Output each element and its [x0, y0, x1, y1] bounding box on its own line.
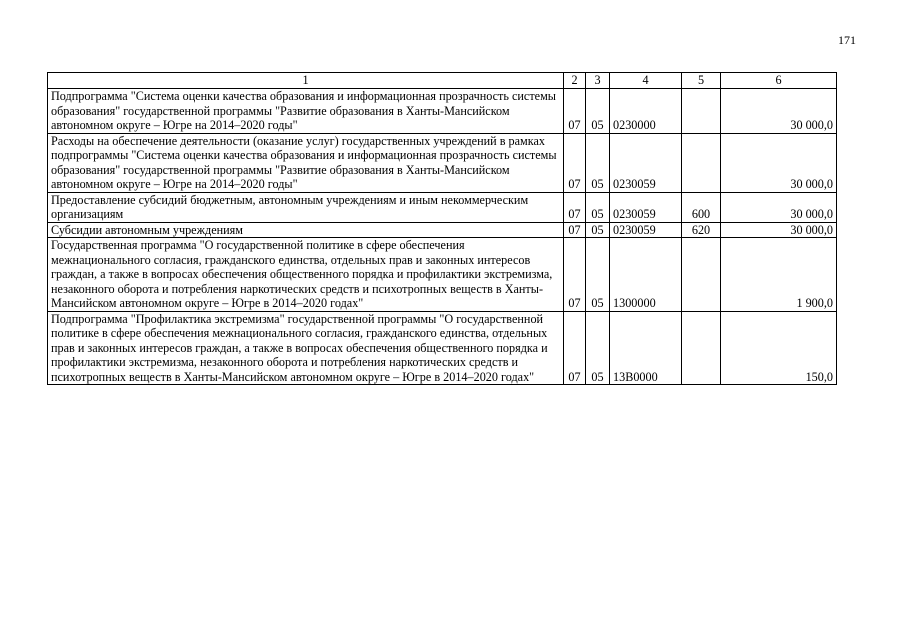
section-code: 07 [564, 192, 586, 222]
column-header: 3 [586, 73, 610, 89]
subsection-code: 05 [586, 133, 610, 192]
amount-value: 30 000,0 [721, 192, 837, 222]
expense-type-code [682, 133, 721, 192]
target-item-code: 0230059 [610, 222, 682, 238]
amount-value: 150,0 [721, 311, 837, 385]
target-item-code: 13В0000 [610, 311, 682, 385]
target-item-code: 0230059 [610, 133, 682, 192]
budget-table [47, 72, 837, 385]
column-header: 2 [564, 73, 586, 89]
section-code: 07 [564, 89, 586, 134]
amount-value: 1 900,0 [721, 238, 837, 312]
expense-type-code [682, 311, 721, 385]
page-number: 171 [838, 33, 856, 47]
column-header: 1 [48, 73, 564, 89]
row-description: Государственная программа "О государственной политике в сфере обеспечения межнационального согласия, гражданского единства, отдельных прав и законных интересов граждан, а также в вопросах обеспечения общественного порядка и профилактики экстремизма, незаконного оборота и потребления наркотических средств и психотропных веществ в Ханты-Мансийском автономном округе – Югре в 2014–2020 годах" [48, 238, 564, 312]
table-row [48, 133, 837, 192]
table-row [48, 222, 837, 238]
column-header: 6 [721, 73, 837, 89]
expense-type-code [682, 238, 721, 312]
table-row [48, 89, 837, 134]
target-item-code: 0230059 [610, 192, 682, 222]
target-item-code: 0230000 [610, 89, 682, 134]
table-row [48, 192, 837, 222]
subsection-code: 05 [586, 238, 610, 312]
subsection-code: 05 [586, 311, 610, 385]
table-row [48, 238, 837, 312]
target-item-code: 1300000 [610, 238, 682, 312]
subsection-code: 05 [586, 192, 610, 222]
section-code: 07 [564, 311, 586, 385]
row-description: Расходы на обеспечение деятельности (оказание услуг) государственных учреждений в рамках подпрограммы "Система оценки качества образования и информационная прозрачность системы образования" государственной программы "Развитие образования в Ханты-Мансийском автономном округе – Югре на 2014–2020 годы" [48, 133, 564, 192]
amount-value: 30 000,0 [721, 133, 837, 192]
row-description: Подпрограмма "Профилактика экстремизма" государственной программы "О государственной политике в сфере обеспечения межнационального согласия, гражданского единства, отдельных прав и законных интересов граждан, а также в вопросах обеспечения общественного порядка и профилактики экстремизма, незаконного оборота и потребления наркотических средств и психотропных веществ в Ханты-Мансийском автономном округе – Югре в 2014–2020 годах" [48, 311, 564, 385]
expense-type-code: 600 [682, 192, 721, 222]
subsection-code: 05 [586, 89, 610, 134]
table-header-row [48, 73, 837, 89]
table-row [48, 311, 837, 385]
section-code: 07 [564, 133, 586, 192]
column-header: 5 [682, 73, 721, 89]
row-description: Подпрограмма "Система оценки качества образования и информационная прозрачность системы образования" государственной программы "Развитие образования в Ханты-Мансийском автономном округе – Югре на 2014–2020 годы" [48, 89, 564, 134]
subsection-code: 05 [586, 222, 610, 238]
expense-type-code [682, 89, 721, 134]
amount-value: 30 000,0 [721, 222, 837, 238]
section-code: 07 [564, 238, 586, 312]
row-description: Субсидии автономным учреждениям [48, 222, 564, 238]
expense-type-code: 620 [682, 222, 721, 238]
amount-value: 30 000,0 [721, 89, 837, 134]
row-description: Предоставление субсидий бюджетным, автономным учреждениям и иным некоммерческим организациям [48, 192, 564, 222]
section-code: 07 [564, 222, 586, 238]
column-header: 4 [610, 73, 682, 89]
